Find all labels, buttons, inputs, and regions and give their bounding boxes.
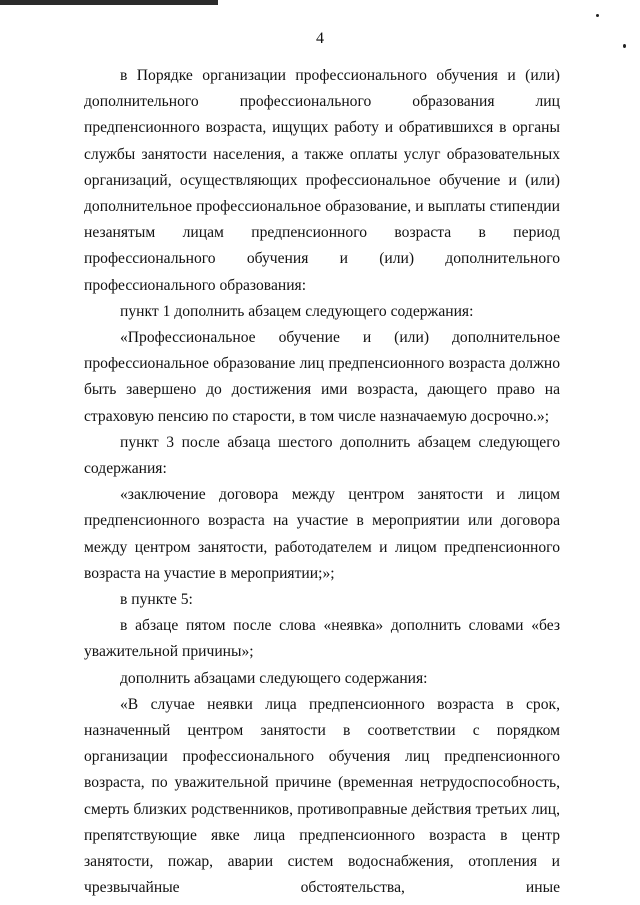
paragraph: дополнить абзацами следующего содержания: [120, 669, 428, 687]
paragraph: «В случае неявки лица предпенсионного возраста в срок, назначенный центром занятости в соответствии с порядком организации профессионального обучения лиц предпенсионного возраста, по уважительной причине (временная нетрудоспособность, смерть близких родственников, противоправные действия третьих лиц, препятствующие явке лица предпенсионного возраста в центр занятости, пожар, аварии систем водоснабжения, отопления и чрезвычайные обстоятельства, иные [84, 695, 560, 897]
paragraph: «заключение договора между центром занятости и лицом предпенсионного возраста на участие в мероприятии или договора между центром занятости, работодателем и лицом предпенсионного возраста на участие в мероприятии;»; [84, 486, 560, 582]
paragraph: в абзаце пятом после слова «неявка» дополнить словами «без уважительной причины»; [84, 617, 560, 661]
paragraph: пункт 3 после абзаца шестого дополнить абзацем следующего содержания: [84, 433, 560, 478]
scan-speck [596, 14, 599, 17]
paragraph: пункт 1 дополнить абзацем следующего содержания: [120, 302, 474, 320]
page-number: 4 [316, 30, 324, 47]
paragraph: в Порядке организации профессионального обучения и (или) дополнительного профессионального образования лиц предпенсионного возраста, ищущих работу и обратившихся в органы службы занятости населения, а также оплаты услуг образовательных организаций, осуществляющих профессиональное обучение и (или) дополнительное профессиональное образование, и выплаты стипендии незанятым лицам предпенсионного возраста в период профессионального обучения и (или) дополнительного профессионального образования: [84, 67, 560, 294]
document-body [84, 63, 560, 902]
paragraph: «Профессиональное обучение и (или) дополнительное профессиональное образование лиц предпенсионного возраста должно быть завершено до достижения ими возраста, дающего право на страховую пенсию по старости, в том числе назначаемую досрочно.»; [84, 329, 560, 425]
scan-edge-mark [0, 0, 218, 5]
paragraph: в пункте 5: [120, 591, 193, 609]
